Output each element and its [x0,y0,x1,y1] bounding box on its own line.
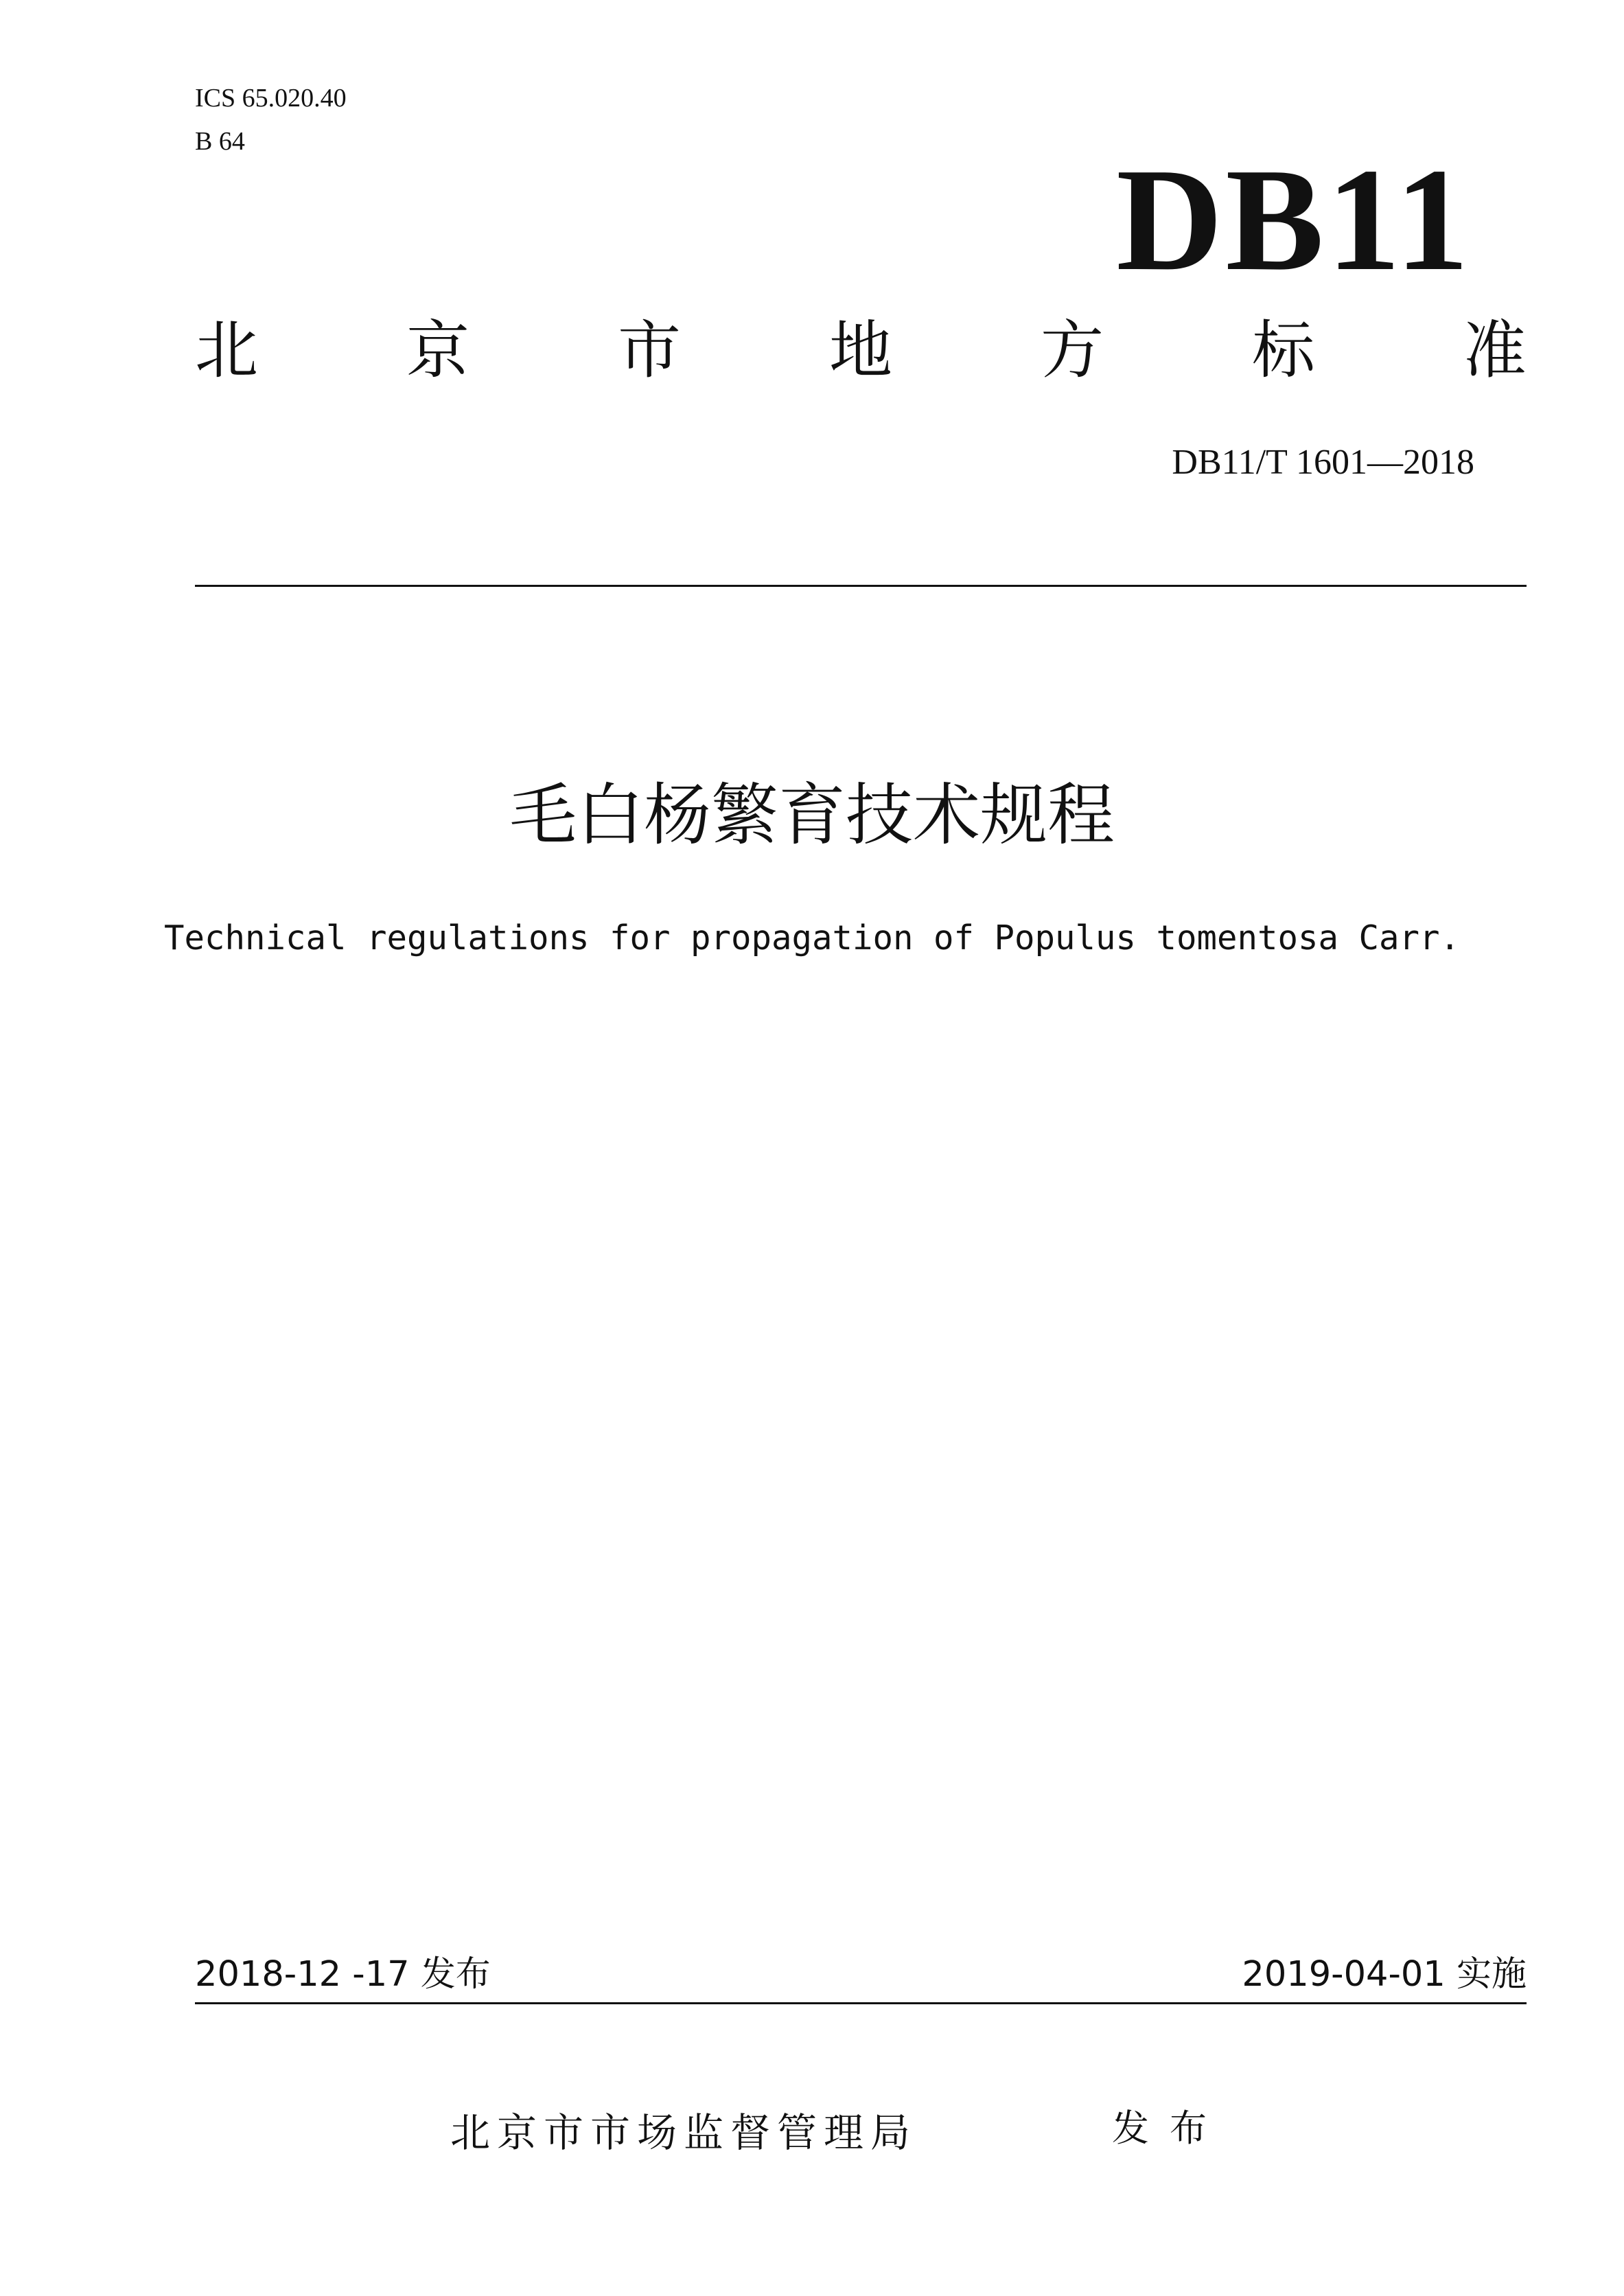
standard-number: DB11/T 1601—2018 [1172,443,1474,482]
footer-divider [195,2002,1527,2004]
standard-type-char: 市 [617,314,681,387]
db11-logo: DB11 [1116,137,1472,301]
ics-code: ICS 65.020.40 [195,84,347,113]
standard-type-char: 准 [1463,314,1527,387]
classification-code: B 64 [195,127,245,156]
standard-type-char: 北 [195,314,259,387]
implementation-date: 2019-04-01 实施 [1242,1954,1527,1995]
standard-type-char: 地 [828,314,892,387]
document-title-chinese: 毛白杨繁育技术规程 [509,776,1115,855]
standard-type-heading [195,314,1527,387]
standard-type-char: 标 [1251,314,1315,387]
issuing-authority: 北京市市场监督管理局 [450,2109,918,2156]
document-title-english: Technical regulations for propagation of Populus tomentosa Carr. [163,918,1461,958]
standard-type-char: 方 [1040,314,1104,387]
standard-type-char: 京 [406,314,469,387]
issuing-action: 发布 [1112,2107,1227,2150]
header-divider [195,585,1527,587]
issue-date: 2018-12 -17 发布 [195,1954,491,1995]
